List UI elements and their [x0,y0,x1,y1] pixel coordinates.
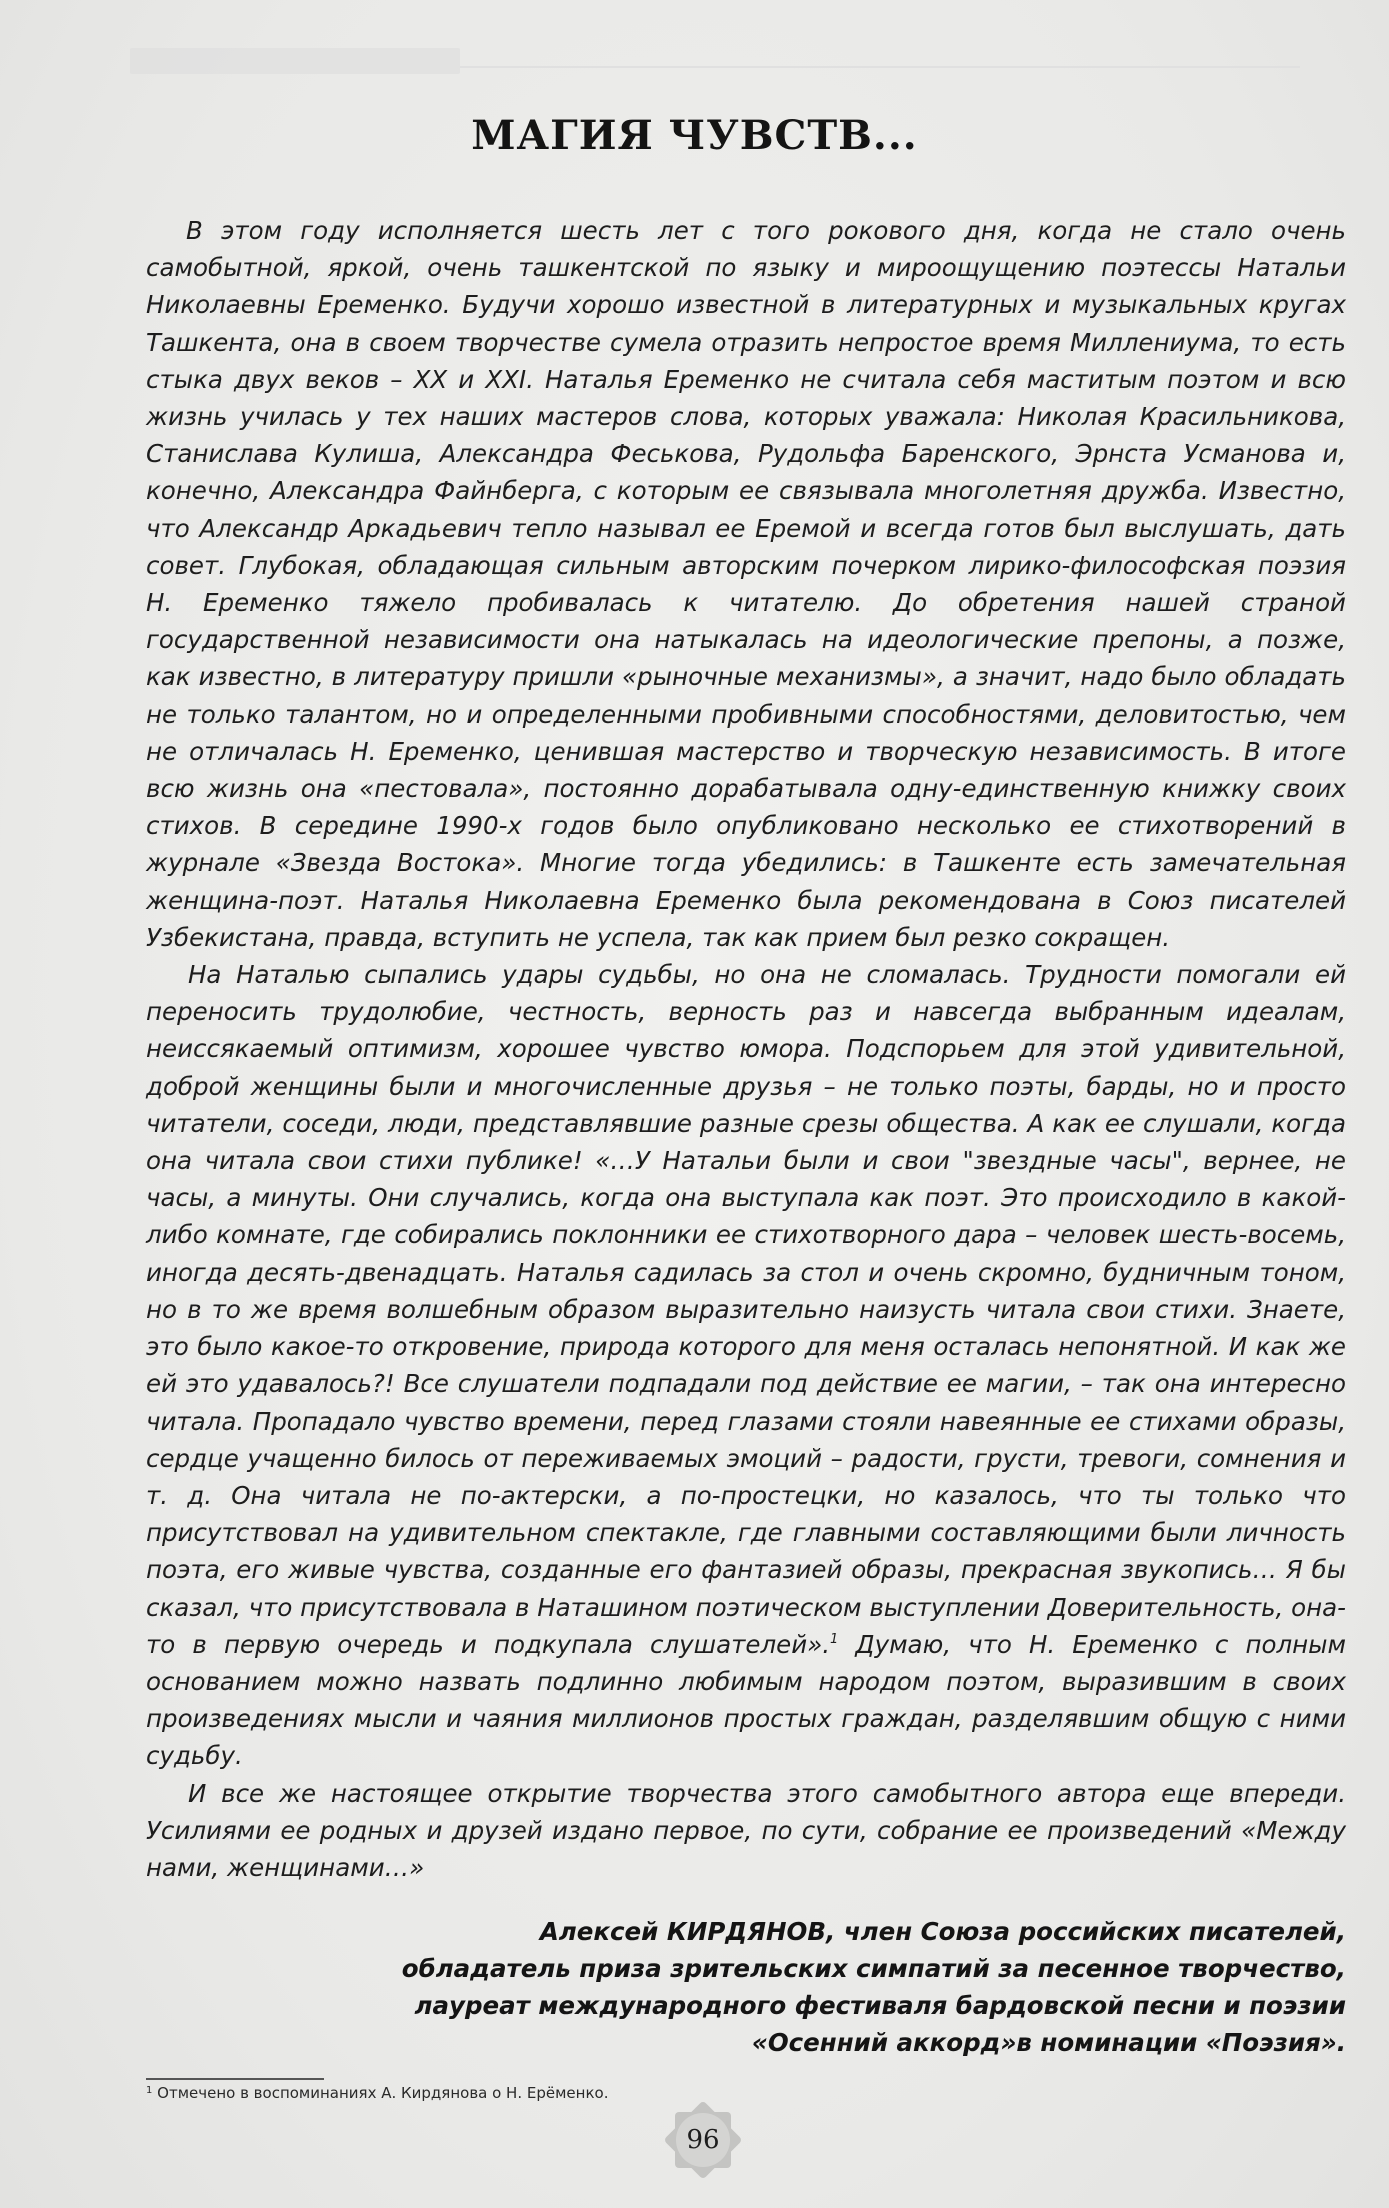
signature-line-1: Алексей КИРДЯНОВ, член Союза российских писателей, [539,1917,1346,1946]
footnote [146,2084,608,2102]
page-number: 96 [686,2125,720,2155]
footnote-marker: 1 [146,2085,153,2096]
footnote-text: Отмечено в воспоминаниях А. Кирдянова о Н. Ерёменко. [152,2084,609,2102]
signature-line-4: «Осенний аккорд»в номинации «Поэзия». [751,2028,1346,2057]
article-body [146,212,1346,1886]
paragraph-2 [146,956,1346,1774]
paragraph-1: В этом году исполняется шесть лет с того рокового дня, когда не стало очень самобытной, яркой, очень ташкентской по языку и мироощущению поэтессы Натальи Николаевны Еременко. Будучи хорошо известной в литературных и музыкальных кругах Ташкента, она в своем творчестве сумела отразить непростое время Миллениума, то есть стыка двух веков – XX и XXI. Наталья Еременко не считала себя маститым поэтом и всю жизнь училась у тех наших мастеров слова, которых уважала: Николая Красильникова, Станислава Кулиша, Александра Феськова, Рудольфа Баренского, Эрнста Усманова и, конечно, Александра Файнберга, с которым ее связывала многолетняя дружба. Известно, что Александр Аркадьевич тепло называл ее Еремой и всегда готов был выслушать, дать совет. Глубокая, обладающая сильным авторским почерком лирико-философская поэзия Н. Еременко тяжело пробивалась к читателю. До обретения нашей страной государственной независимости она натыкалась на идеологические препоны, а позже, как известно, в литературу пришли «рыночные механизмы», а значит, надо было обладать не только талантом, но и определенными пробивными способностями, деловитостью, чем не отличалась Н. Еременко, ценившая мастерство и творческую независимость. В итоге всю жизнь она «пестовала», постоянно дорабатывала одну-единственную книжку своих стихов. В середине 1990-х годов было опубликовано несколько ее стихотворений в журнале «Звезда Востока». Многие тогда убедились: в Ташкенте есть замечательная женщина-поэт. Наталья Николаевна Еременко была рекомендована в Союз писателей Узбекистана, правда, вступить не успела, так как прием был резко сокращен. [146,216,1346,952]
page-number-badge [661,2098,745,2182]
signature-line-3: лауреат международного фестиваля бардовской песни и поэзии [414,1991,1346,2020]
bleed-through-header-decoration [130,48,460,74]
footnote-reference: 1 [830,1631,839,1647]
footnote-divider [146,2078,324,2080]
bleed-through-header-rule [460,66,1300,68]
paragraph-2-text: На Наталью сыпались удары судьбы, но она не сломалась. Трудности помогали ей переносить трудолюбие, честность, верность раз и навсегда выбранным идеалам, неиссякаемый оптимизм, хорошее чувство юмора. Подспорьем для этой удивительной, доброй женщины были и многочисленные друзья – не только поэты, барды, но и просто читатели, соседи, люди, представлявшие разные срезы общества. А как ее слушали, когда она читала свои стихи публике! «…У Натальи были и свои "звездные часы", вернее, не часы, а минуты. Они случались, когда она выступала как поэт. Это происходило в какой-либо комнате, где собирались поклонники ее стихотворного дара – человек шесть-восемь, иногда десять-двенадцать. Наталья садилась за стол и очень скромно, будничным тоном, но в то же время волшебным образом выразительно наизусть читала свои стихи. Знаете, это было какое-то откровение, природа которого для меня осталась непонятной. И как же ей это удавалось?! Все слушатели подпадали под действие ее магии, – так она интересно читала. Пропадало чувство времени, перед глазами стояли навеянные ее стихами образы, сердце учащенно билось от переживаемых эмоций – радости, грусти, тревоги, сомнения и т. д. Она читала не по-актерски, а по-простецки, но казалось, что ты только что присутствовал на удивительном спектакле, где главными составляющими были личность поэта, его живые чувства, созданные его фантазией образы, прекрасная звукопись… Я бы сказал, что присутствовала в Наташином поэтическом выступлении Доверительность, она-то в первую очередь и подкупала слушателей». [146,960,1346,1659]
article-title: МАГИЯ ЧУВСТВ... [471,112,918,159]
signature-line-2: обладатель приза зрительских симпатий за песенное творчество, [401,1954,1346,1983]
author-signature [246,1913,1346,2061]
paragraph-2-continuation: Думаю, что Н. Еременко с полным основанием можно назвать подлинно любимым народом поэтом, выразившим в своих произведениях мысли и чаяния миллионов простых граждан, разделявшим общую с ними судьбу. [146,1629,1346,1771]
paragraph-3: И все же настоящее открытие творчества этого самобытного автора еще впереди. Усилиями ее родных и друзей издано первое, по сути, собрание ее произведений «Между нами, женщинами…» [146,1778,1346,1882]
